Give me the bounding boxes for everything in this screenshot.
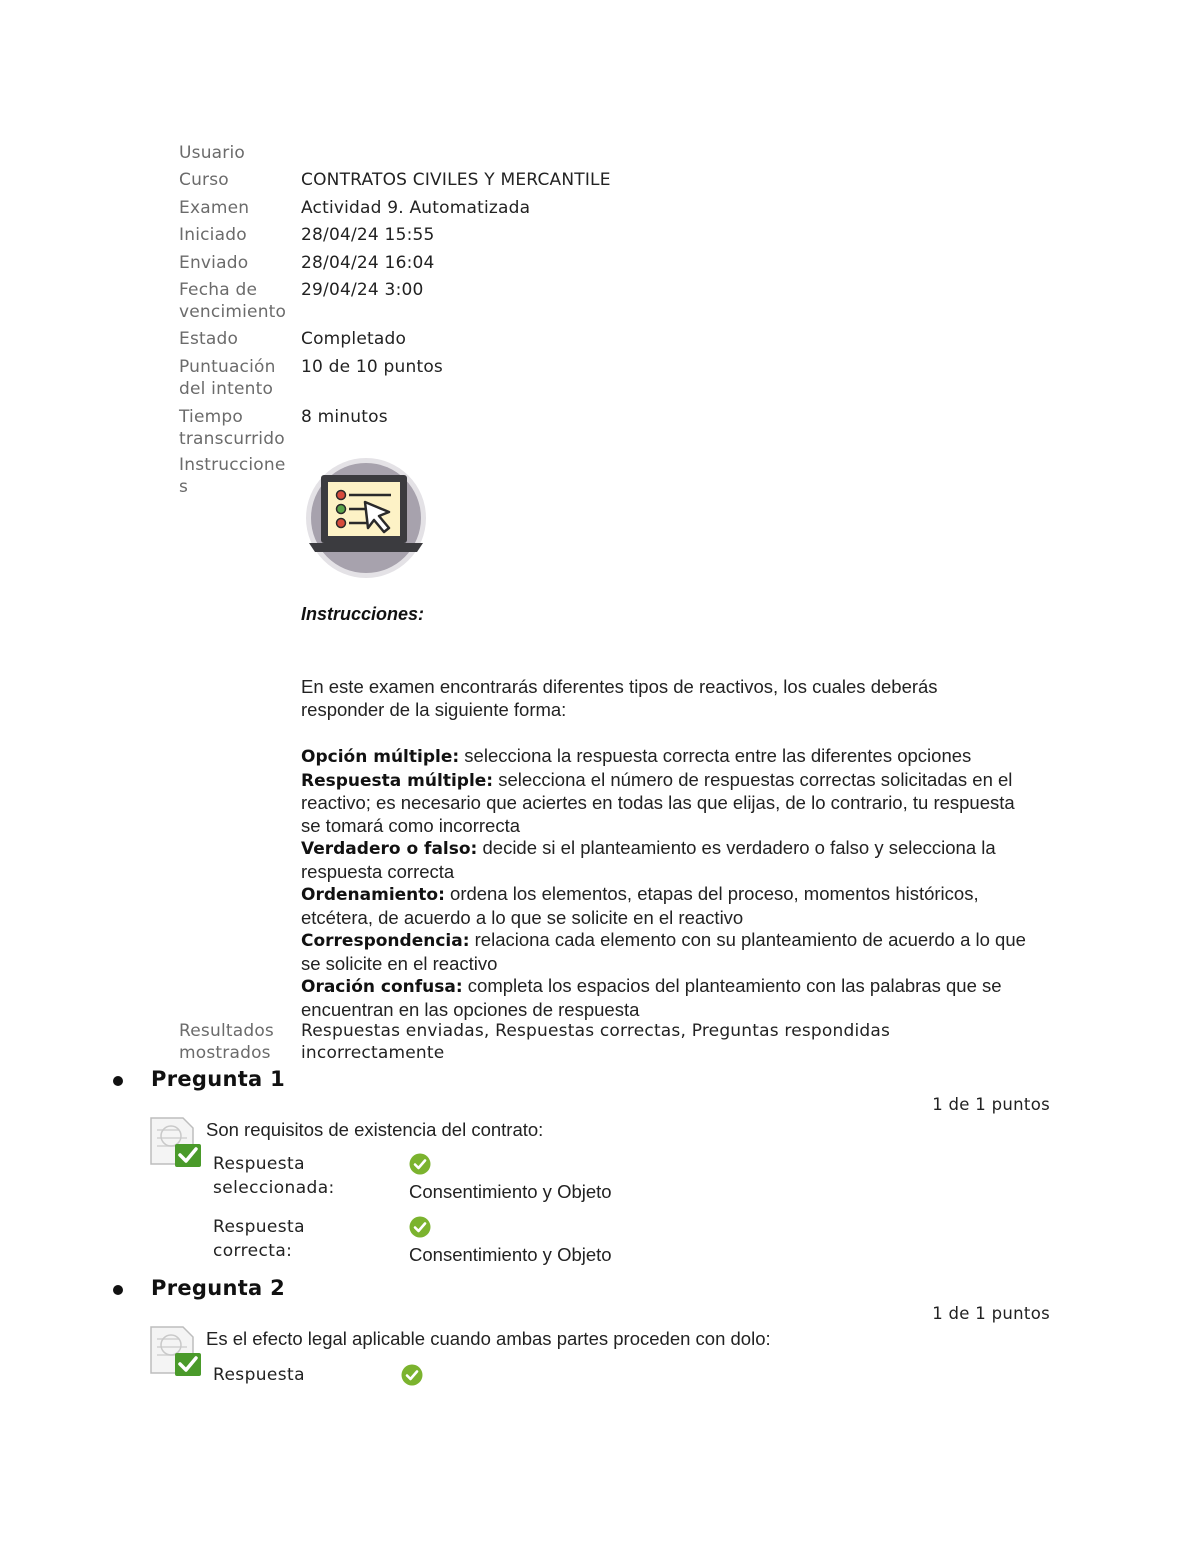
question-type-name: Verdadero o falso: xyxy=(301,839,478,859)
question-type-name: Correspondencia: xyxy=(301,931,470,951)
user-label: Usuario xyxy=(179,143,246,163)
started-value: 28/04/24 15:55 xyxy=(301,225,435,245)
results-shown-value xyxy=(301,1020,1041,1064)
instructions-label-line2: s xyxy=(179,477,189,497)
selected-label-line1: Respuesta xyxy=(213,1154,305,1174)
selected-label-line1: Respuesta xyxy=(213,1365,305,1385)
results-shown-label-line2: mostrados xyxy=(179,1043,271,1063)
due-date-value: 29/04/24 3:00 xyxy=(301,280,424,300)
question-type-name: Oración confusa: xyxy=(301,977,463,997)
question-types-list xyxy=(301,745,1031,1021)
question-1-points: 1 de 1 puntos xyxy=(932,1095,1050,1114)
started-label: Iniciado xyxy=(179,225,247,245)
question-type-name: Opción múltiple: xyxy=(301,747,460,767)
course-value: CONTRATOS CIVILES Y MERCANTILE xyxy=(301,170,611,190)
question-type-desc: completa los espacios del planteamiento con las palabras que se encuentran en las opciones de respuesta xyxy=(301,975,1002,1020)
instructions-heading: Instrucciones: xyxy=(301,604,425,624)
question-type-item xyxy=(301,975,1031,1021)
green-check-icon xyxy=(409,1216,431,1238)
correct-label-line1: Respuesta xyxy=(213,1217,305,1237)
green-check-icon xyxy=(409,1153,431,1175)
question-type-name: Respuesta múltiple: xyxy=(301,770,494,791)
correct-question-icon xyxy=(149,1116,203,1168)
sent-label: Enviado xyxy=(179,253,249,273)
question-type-desc: selecciona el número de respuestas correctas solicitadas en el reactivo; es necesario que aciertes en todas las que elijas, de lo contrario, tu respuesta se tomará como incorrecta xyxy=(301,768,1015,836)
question-1-correct-answer: Consentimiento y Objeto xyxy=(409,1244,612,1265)
results-shown-label-line1: Resultados xyxy=(179,1021,274,1041)
due-date-label xyxy=(179,279,297,323)
question-type-item xyxy=(301,769,1031,838)
due-date-label-line1: Fecha de xyxy=(179,280,258,300)
question-2-points: 1 de 1 puntos xyxy=(932,1304,1050,1323)
question-type-item xyxy=(301,745,1031,769)
instructions-label xyxy=(179,454,297,498)
selected-label-line2: seleccionada: xyxy=(213,1178,335,1198)
elapsed-time-label-line2: transcurrido xyxy=(179,429,285,449)
question-1-correct-label xyxy=(213,1215,393,1263)
question-type-item xyxy=(301,929,1031,975)
list-bullet xyxy=(113,1285,123,1295)
question-type-desc: ordena los elementos, etapas del proceso, momentos históricos, etcétera, de acuerdo a lo que se solicite en el reactivo xyxy=(301,883,979,928)
question-2-title: Pregunta 2 xyxy=(151,1276,286,1300)
question-type-desc: selecciona la respuesta correcta entre las diferentes opciones xyxy=(459,745,972,766)
elapsed-time-label xyxy=(179,406,297,450)
question-2-selected-label xyxy=(213,1363,393,1387)
results-shown-value-line1: Respuestas enviadas, Respuestas correctas, Preguntas respondidas xyxy=(301,1021,891,1041)
score-label-line1: Puntuación xyxy=(179,357,276,377)
question-type-item xyxy=(301,837,1031,883)
results-shown-label xyxy=(179,1020,297,1064)
question-type-desc: relaciona cada elemento con su planteamiento de acuerdo a lo que se solicite en el reactivo xyxy=(301,929,1026,974)
laptop-illustration-icon xyxy=(305,457,427,581)
correct-question-icon xyxy=(149,1325,203,1377)
question-type-name: Ordenamiento: xyxy=(301,885,445,905)
green-check-icon xyxy=(401,1364,423,1386)
status-label: Estado xyxy=(179,329,239,349)
results-shown-value-line2: incorrectamente xyxy=(301,1043,445,1063)
score-label-line2: del intento xyxy=(179,379,274,399)
instructions-label-line1: Instruccione xyxy=(179,455,286,475)
question-2-text: Es el efecto legal aplicable cuando ambas partes proceden con dolo: xyxy=(206,1328,771,1349)
score-value: 10 de 10 puntos xyxy=(301,357,443,377)
question-type-item xyxy=(301,883,1031,929)
elapsed-time-label-line1: Tiempo xyxy=(179,407,243,427)
due-date-label-line2: vencimiento xyxy=(179,302,287,322)
score-label xyxy=(179,356,297,400)
question-1-selected-label xyxy=(213,1152,393,1200)
question-type-desc: decide si el planteamiento es verdadero o falso y selecciona la respuesta correcta xyxy=(301,837,996,882)
course-label: Curso xyxy=(179,170,229,190)
question-1-text: Son requisitos de existencia del contrato: xyxy=(206,1119,544,1140)
correct-label-line2: correcta: xyxy=(213,1241,293,1261)
instructions-intro: En este examen encontrarás diferentes tipos de reactivos, los cuales deberás responder de la siguiente forma: xyxy=(301,676,938,720)
exam-label: Examen xyxy=(179,198,250,218)
question-1-title: Pregunta 1 xyxy=(151,1067,286,1091)
status-value: Completado xyxy=(301,329,407,349)
sent-value: 28/04/24 16:04 xyxy=(301,253,435,273)
exam-value: Actividad 9. Automatizada xyxy=(301,198,531,218)
question-1-selected-answer: Consentimiento y Objeto xyxy=(409,1181,612,1202)
list-bullet xyxy=(113,1076,123,1086)
elapsed-time-value: 8 minutos xyxy=(301,407,388,427)
